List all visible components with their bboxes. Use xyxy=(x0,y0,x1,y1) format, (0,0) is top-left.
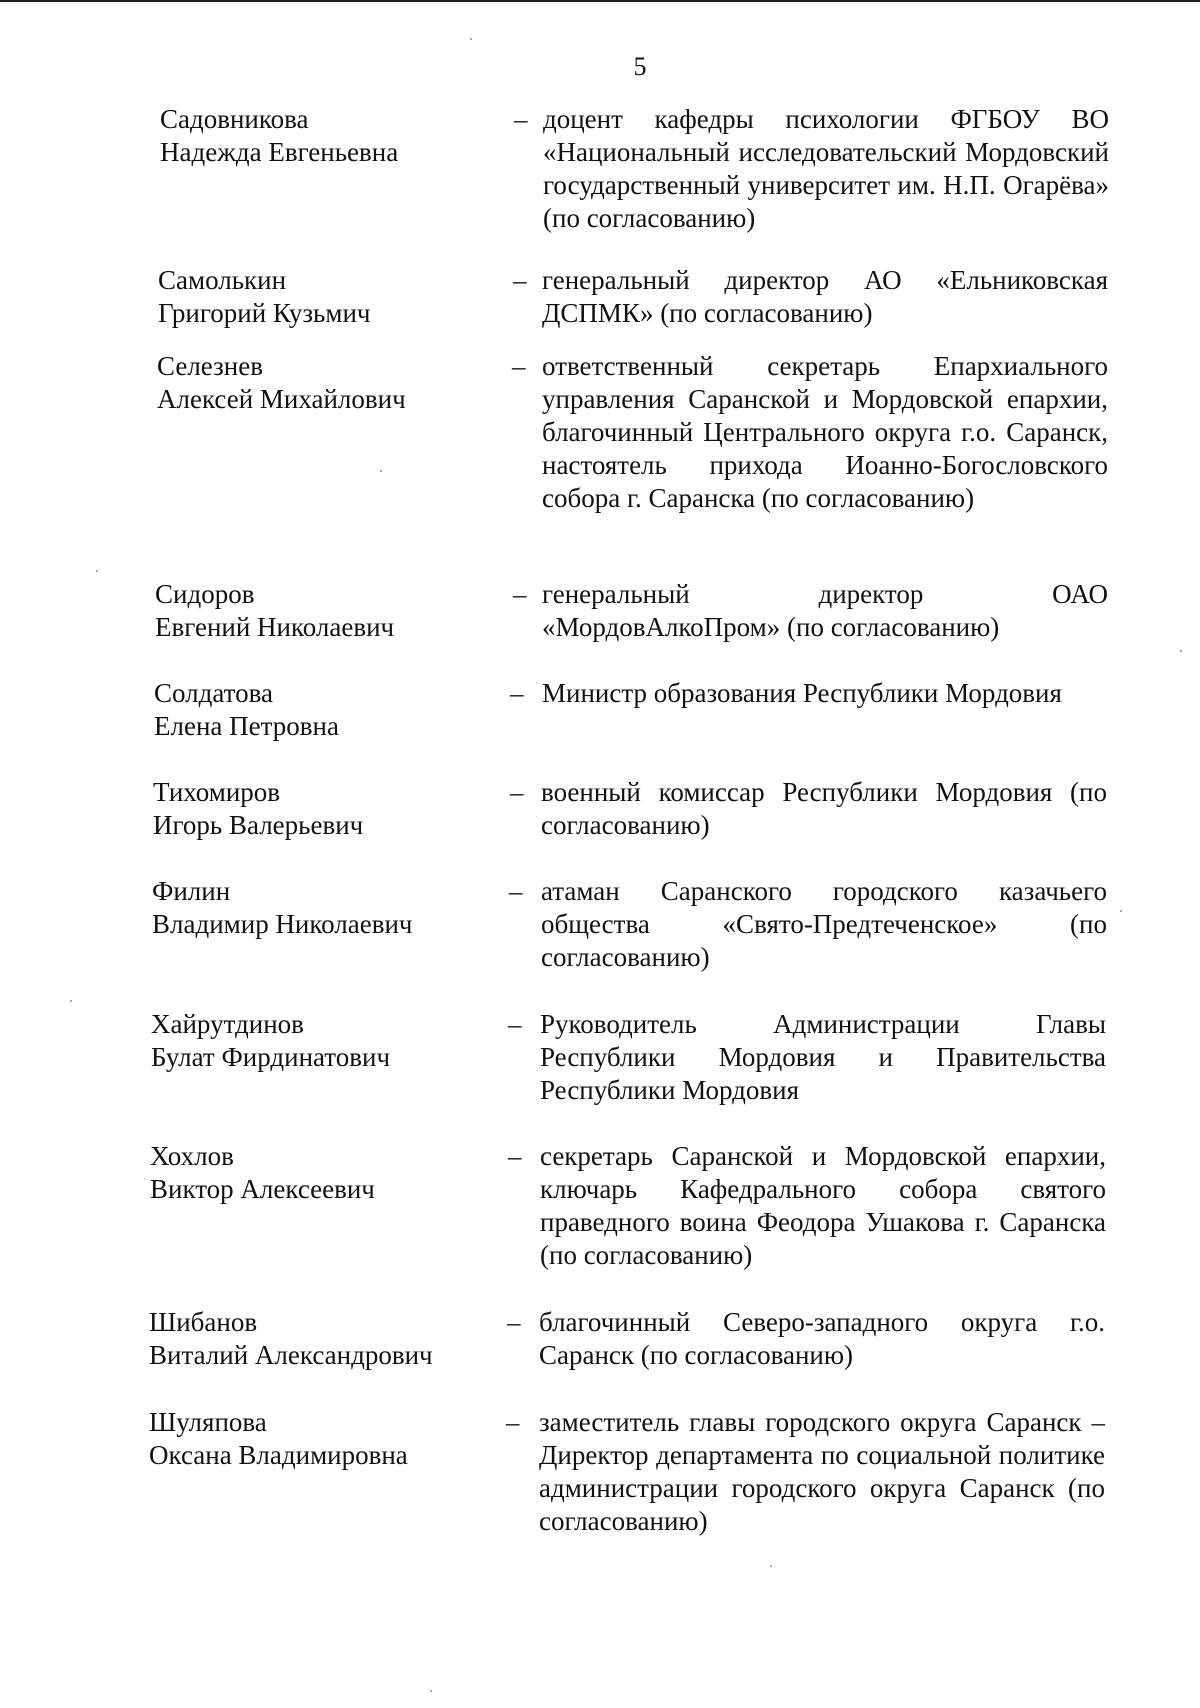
scan-speck xyxy=(1120,910,1122,912)
member-position: секретарь Саранской и Мордовской епархии, ключарь Кафедрального собора святого праведного воина Феодора Ушакова г. Саранска (по согласованию) xyxy=(540,1141,1106,1270)
member-given-names: Надежда Евгеньевна xyxy=(160,137,399,167)
member-given-names: Елена Петровна xyxy=(154,711,339,741)
member-name xyxy=(153,776,483,842)
member-surname: Хайрутдинов xyxy=(151,1009,304,1039)
member-position: Министр образования Республики Мордовия xyxy=(542,678,1062,708)
member-surname: Солдатова xyxy=(154,678,273,708)
member-given-names: Виталий Александрович xyxy=(149,1340,433,1370)
entry-dash: – xyxy=(509,876,523,906)
member-position: ответственный секретарь Епархиального управления Саранской и Мордовской епархии, благочинный Центрального округа г.о. Саранск, настоятель прихода Иоанно-Богословского собора г. Саранска (по согласованию) xyxy=(542,351,1108,513)
member-name xyxy=(157,350,487,416)
member-given-names: Булат Фирдинатович xyxy=(151,1042,391,1072)
member-given-names: Игорь Валерьевич xyxy=(153,810,364,840)
member-name xyxy=(149,1306,479,1372)
member-given-names: Виктор Алексеевич xyxy=(150,1174,375,1204)
scan-speck xyxy=(1180,650,1182,652)
top-edge-rule xyxy=(0,0,1200,2)
member-surname: Самолькин xyxy=(158,265,287,295)
member-surname: Садовникова xyxy=(160,104,309,134)
entry-dash: – xyxy=(510,777,524,807)
scan-speck xyxy=(470,38,472,40)
member-given-names: Григорий Кузьмич xyxy=(158,298,371,328)
member-name xyxy=(151,1008,481,1074)
member-position: атаман Саранского городского казачьего общества «Свято-Предтеченское» (по согласованию) xyxy=(541,876,1107,972)
member-position: заместитель главы городского округа Саранск – Директор департамента по социальной политике администрации городского округа Саранск (по согласованию) xyxy=(539,1407,1105,1536)
member-surname: Шуляпова xyxy=(149,1407,267,1437)
member-given-names: Евгений Николаевич xyxy=(155,612,395,642)
member-name xyxy=(149,1406,479,1472)
entry-dash: – xyxy=(508,1009,522,1039)
entry-dash: – xyxy=(514,104,528,134)
member-name xyxy=(158,264,488,330)
member-position: Руководитель Администрации Главы Республики Мордовия и Правительства Республики Мордовия xyxy=(540,1009,1106,1105)
member-name xyxy=(154,677,484,743)
member-surname: Филин xyxy=(152,876,231,906)
member-position: благочинный Северо-западного округа г.о. Саранск (по согласованию) xyxy=(539,1307,1105,1370)
member-surname: Сидоров xyxy=(155,579,255,609)
member-given-names: Владимир Николаевич xyxy=(152,909,413,939)
scan-speck xyxy=(430,1690,432,1692)
member-surname: Хохлов xyxy=(150,1141,234,1171)
member-name xyxy=(150,1140,480,1206)
member-surname: Тихомиров xyxy=(153,777,281,807)
entry-dash: – xyxy=(512,351,526,381)
entry-dash: – xyxy=(507,1307,521,1337)
entry-dash: – xyxy=(513,579,527,609)
page-number: 5 xyxy=(633,52,647,81)
member-name xyxy=(152,875,482,941)
scan-speck xyxy=(70,1000,72,1002)
member-surname: Селезнев xyxy=(157,351,263,381)
member-position: генеральный директор АО «Ельниковская ДСПМК» (по согласованию) xyxy=(542,265,1108,328)
member-position: военный комиссар Республики Мордовия (по согласованию) xyxy=(541,777,1107,840)
member-name xyxy=(155,578,485,644)
member-given-names: Алексей Михайлович xyxy=(157,384,406,414)
member-surname: Шибанов xyxy=(149,1307,258,1337)
member-position: доцент кафедры психологии ФГБОУ ВО «Национальный исследовательский Мордовский государственный университет им. Н.П. Огарёва» (по согласованию) xyxy=(543,104,1109,233)
entry-dash: – xyxy=(510,678,524,708)
scan-speck xyxy=(770,1565,772,1567)
member-given-names: Оксана Владимировна xyxy=(149,1440,408,1470)
scan-speck xyxy=(96,570,98,572)
member-name xyxy=(160,103,490,169)
entry-dash: – xyxy=(513,265,527,295)
entry-dash: – xyxy=(508,1141,522,1171)
scan-speck xyxy=(380,470,382,472)
member-position: генеральный директор ОАО «МордовАлкоПром» (по согласованию) xyxy=(542,579,1108,642)
entry-dash: – xyxy=(506,1407,520,1437)
